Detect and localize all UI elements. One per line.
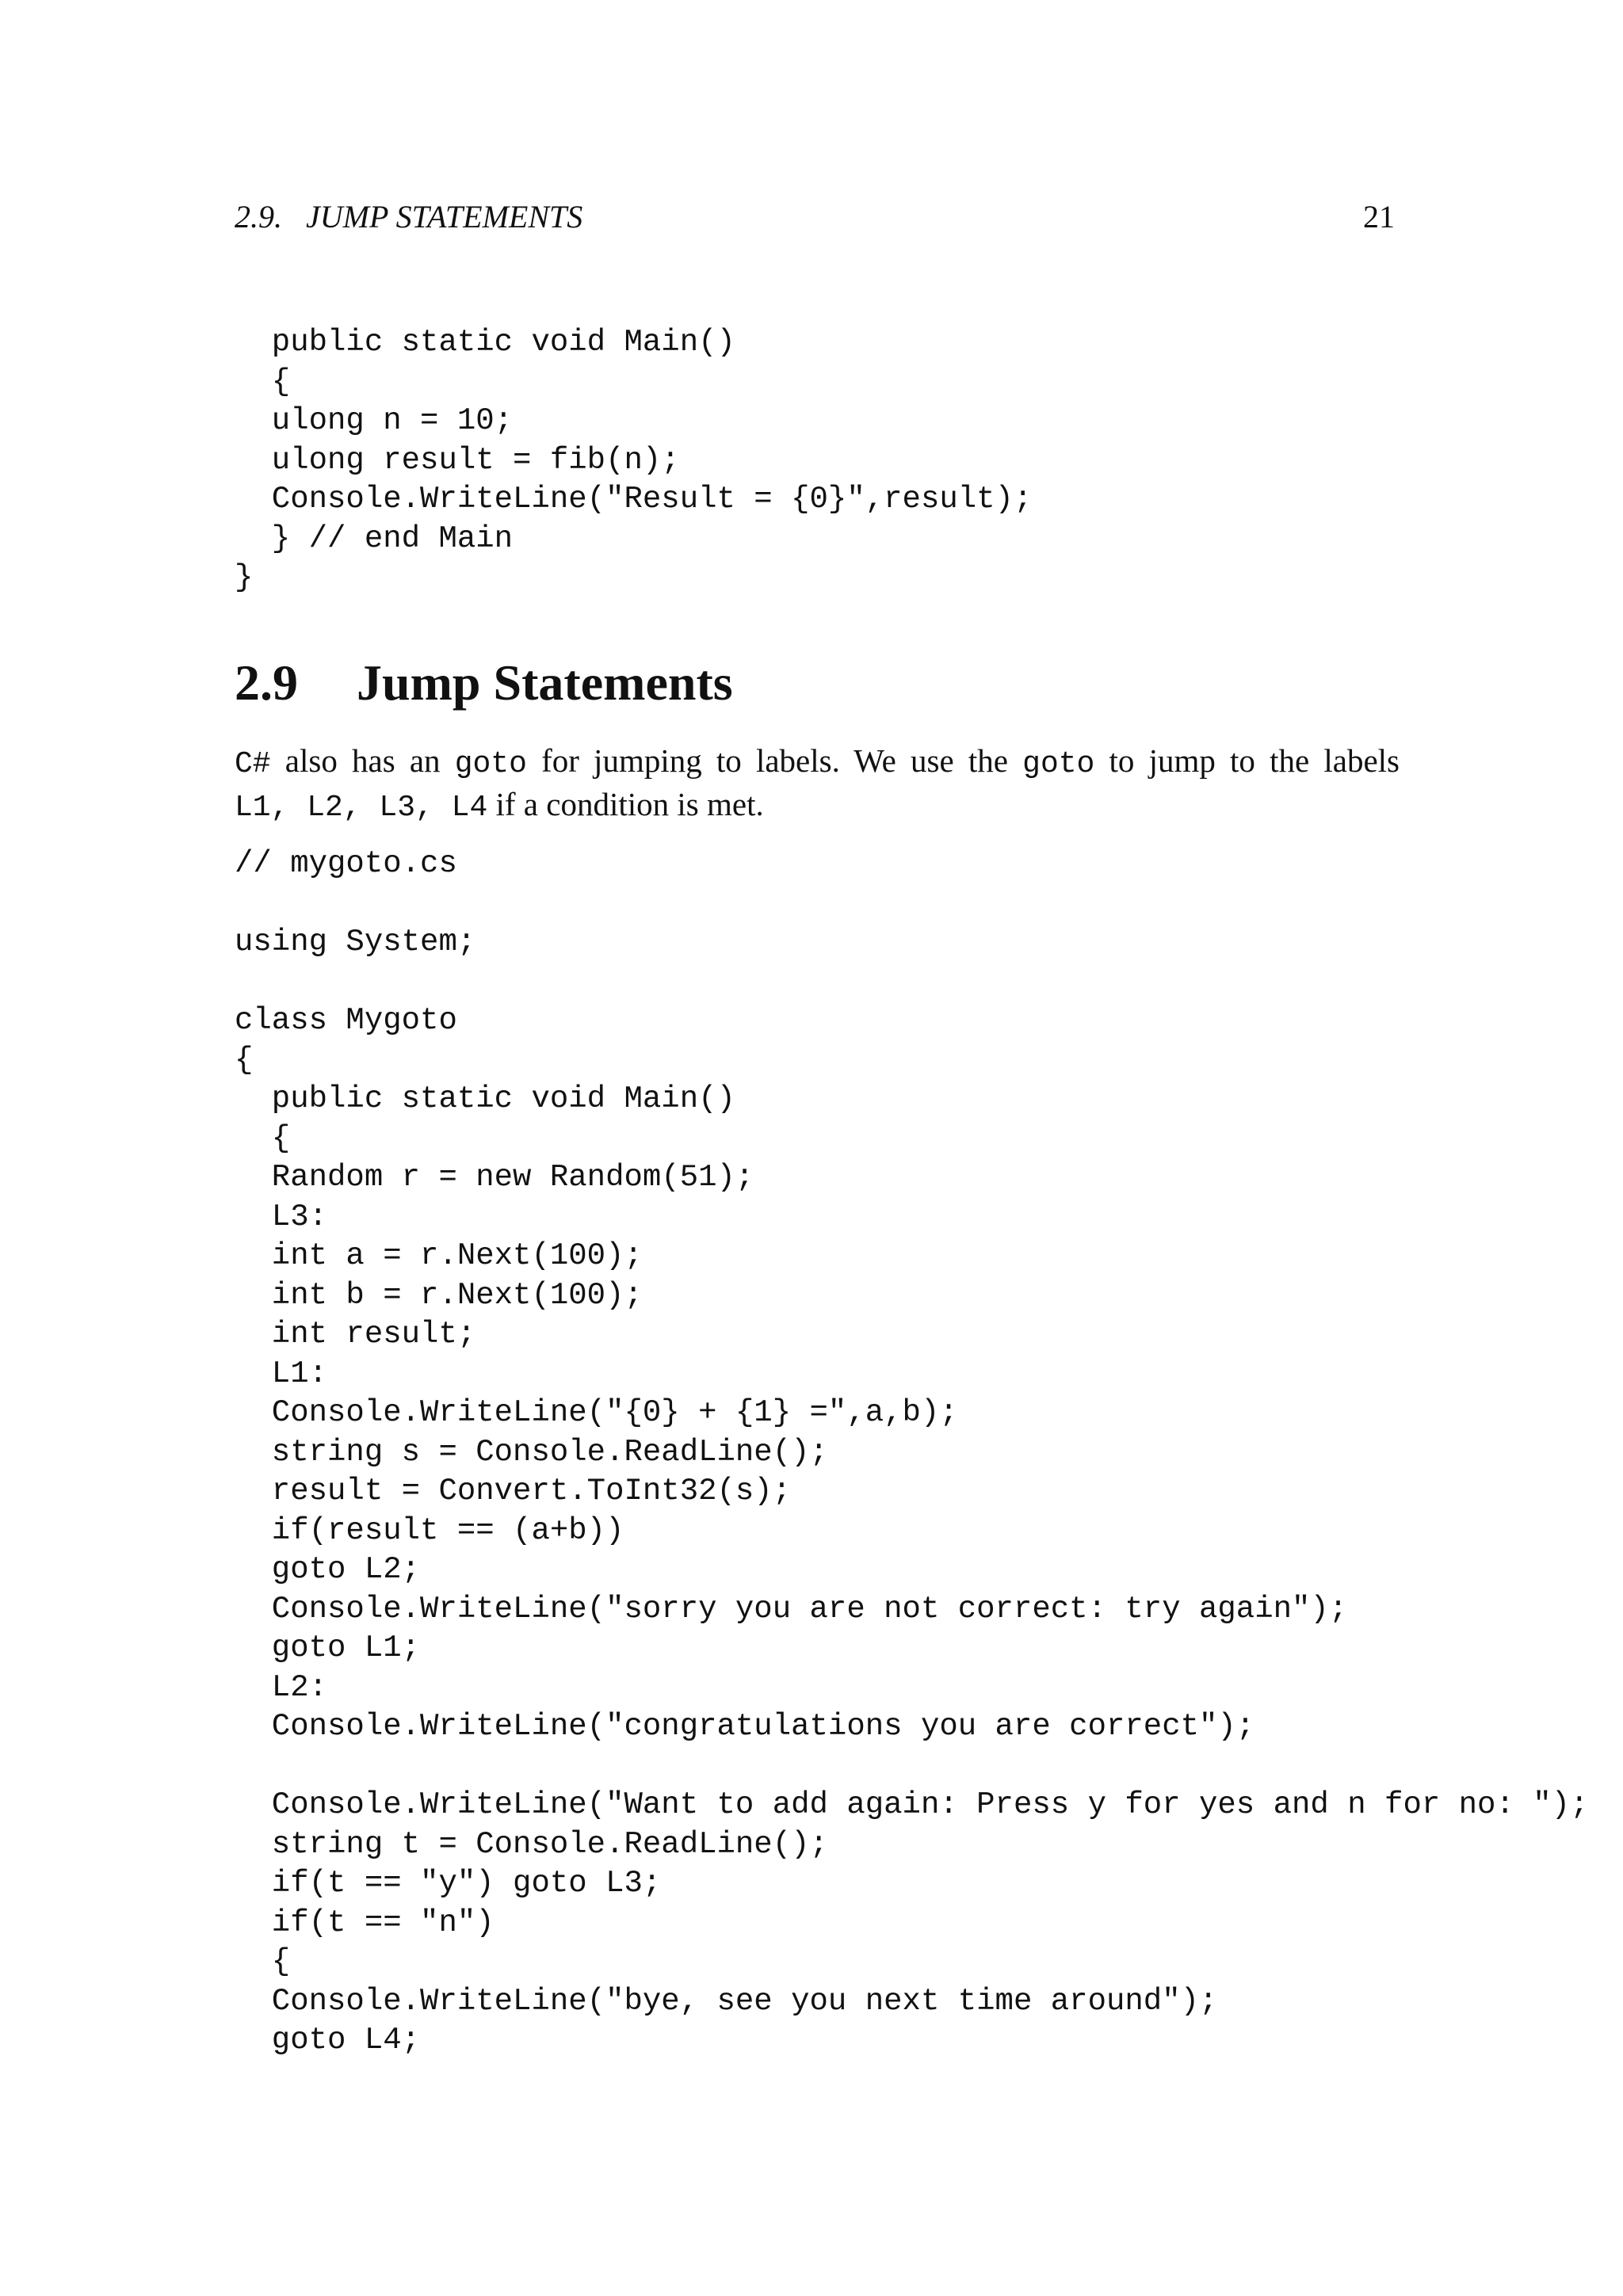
code-line	[235, 963, 1588, 1002]
code-line: int result;	[235, 1317, 476, 1352]
section-number: 2.9	[235, 654, 298, 711]
code-line	[235, 1747, 1588, 1787]
code-listing-mygoto	[235, 845, 1588, 2061]
code-line: int b = r.Next(100);	[235, 1277, 643, 1313]
code-line	[235, 884, 1588, 924]
code-line: } // end Main	[235, 521, 514, 556]
code-line: class Mygoto	[235, 1003, 457, 1038]
code-line: goto L1;	[235, 1630, 421, 1665]
code-line: using System;	[235, 925, 476, 959]
paragraph-text: also has an	[270, 742, 455, 779]
code-line: {	[235, 1944, 291, 1979]
code-line: goto L4;	[235, 2023, 421, 2058]
code-line: public static void Main()	[235, 1081, 735, 1116]
code-line: {	[235, 1042, 254, 1077]
code-line: {	[235, 1120, 291, 1156]
code-line: int a = r.Next(100);	[235, 1238, 643, 1273]
section-heading	[235, 651, 733, 715]
running-header-title: 2.9. JUMP STATEMENTS	[235, 199, 583, 235]
section-title: Jump Statements	[357, 654, 733, 711]
paragraph-line	[235, 784, 1400, 828]
code-line: goto L2;	[235, 1552, 421, 1587]
code-line: Console.WriteLine("{0} + {1} =",a,b);	[235, 1395, 958, 1430]
paragraph-text: if a condition is met.	[487, 786, 764, 822]
code-line: result = Convert.ToInt32(s);	[235, 1474, 792, 1508]
code-block-fib-main	[235, 323, 1032, 598]
code-line: Console.WriteLine("bye, see you next time around");	[235, 1983, 1218, 2019]
code-line: }	[235, 560, 254, 595]
inline-code: goto	[454, 747, 527, 781]
code-line: Console.WriteLine("Result = {0}",result);	[235, 482, 1033, 517]
code-line: Console.WriteLine("congratulations you are correct");	[235, 1709, 1255, 1744]
paragraph-text: for jumping to labels. We use the	[526, 742, 1023, 779]
code-line: Random r = new Random(51);	[235, 1160, 754, 1195]
running-header	[235, 193, 1395, 241]
code-line: Console.WriteLine("sorry you are not correct: try again");	[235, 1591, 1348, 1627]
code-line: string s = Console.ReadLine();	[235, 1434, 828, 1470]
code-line: public static void Main()	[235, 325, 735, 360]
code-line: if(result == (a+b))	[235, 1512, 624, 1548]
section-intro-paragraph	[235, 741, 1400, 828]
code-line: string t = Console.ReadLine();	[235, 1826, 828, 1862]
page-number: 21	[1363, 199, 1395, 235]
paragraph-line	[235, 741, 1400, 784]
code-line: {	[235, 364, 291, 399]
code-line: ulong result = fib(n);	[235, 442, 680, 478]
code-line: ulong n = 10;	[235, 403, 514, 438]
code-line: Console.WriteLine("Want to add again: Press y for yes and n for no: ");	[235, 1787, 1589, 1822]
code-line: L2:	[235, 1669, 328, 1705]
inline-code: L1, L2, L3, L4	[235, 791, 488, 825]
inline-code: C#	[235, 747, 271, 781]
inline-code: goto	[1022, 747, 1095, 781]
paragraph-text: to jump to the labels	[1094, 742, 1400, 779]
code-line: // mygoto.cs	[235, 846, 457, 881]
code-line: L3:	[235, 1199, 328, 1234]
code-line: if(t == "n")	[235, 1905, 495, 1940]
code-line: L1:	[235, 1356, 328, 1391]
code-line: if(t == "y") goto L3;	[235, 1866, 662, 1901]
